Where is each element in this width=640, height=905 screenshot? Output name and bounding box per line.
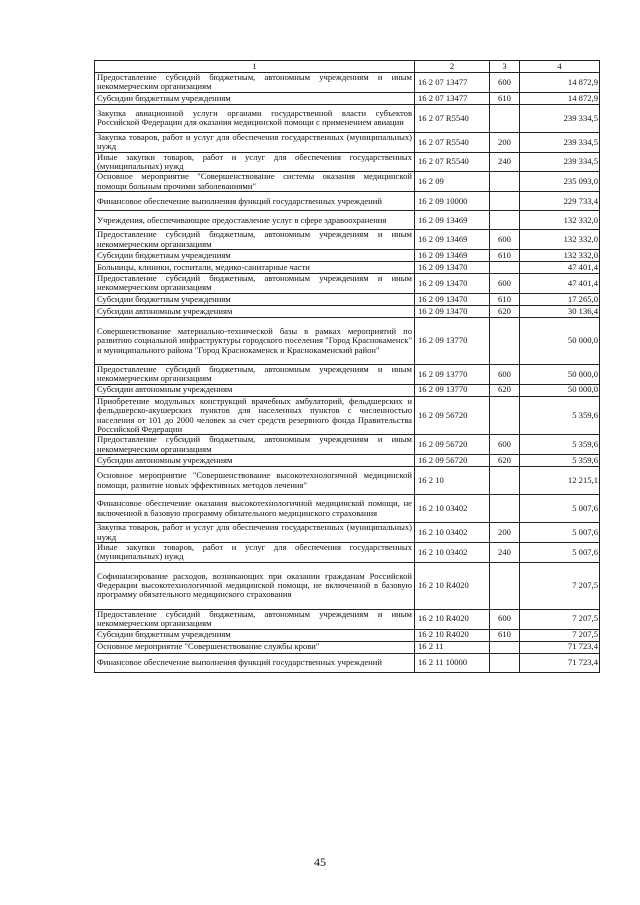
row-amount-cell: 7 207,5 [520,609,600,629]
row-amount-cell: 30 136,4 [520,305,600,317]
row-code-cell: 16 2 09 13770 [415,317,490,364]
row-vr-cell: 200 [490,132,520,152]
row-name-cell: Основное мероприятие "Совершенствование высокотехнологичной медицинской помощи, развитие новых эффективных методов лечения" [95,467,415,495]
row-vr-cell: 600 [490,274,520,294]
row-name-cell: Учреждения, обеспечивающие предоставление услуг в сфере здравоохранения [95,211,415,230]
table-row [95,653,600,672]
row-vr-cell [490,262,520,274]
table-row [95,467,600,495]
row-name-cell: Субсидии бюджетным учреждениям [95,293,415,305]
row-amount-cell: 17 265,0 [520,293,600,305]
row-code-cell: 16 2 09 56720 [415,455,490,467]
row-vr-cell [490,562,520,609]
row-code-cell: 16 2 09 13770 [415,364,490,384]
row-amount-cell: 5 359,6 [520,455,600,467]
row-vr-cell [490,317,520,364]
row-amount-cell: 50 000,0 [520,384,600,396]
table-row [95,455,600,467]
row-vr-cell [490,641,520,653]
row-code-cell: 16 2 09 13469 [415,250,490,262]
row-name-cell: Субсидии бюджетным учреждениям [95,250,415,262]
row-amount-cell: 7 207,5 [520,629,600,641]
row-name-cell: Субсидии бюджетным учреждениям [95,629,415,641]
row-name-cell: Совершенствование материально-технической базы в рамках мероприятий по развитию социальной инфраструктуры городского поселения "Город Краснокаменск" и муниципального района "Город Краснокаменск и Краснокаменский район" [95,317,415,364]
table-row [95,211,600,230]
row-code-cell: 16 2 07 R5540 [415,132,490,152]
row-name-cell: Финансовое обеспечение выполнения функций государственных учреждений [95,192,415,211]
row-vr-cell [490,192,520,211]
row-amount-cell: 47 401,4 [520,274,600,294]
row-code-cell: 16 2 09 13469 [415,230,490,250]
header-col-4: 4 [520,61,600,73]
row-amount-cell: 47 401,4 [520,262,600,274]
row-code-cell: 16 2 09 13470 [415,293,490,305]
row-name-cell: Закупка товаров, работ и услуг для обеспечения государственных (муниципальных) нужд [95,523,415,543]
row-code-cell: 16 2 07 R5540 [415,104,490,132]
row-name-cell: Финансовое обеспечение выполнения функций государственных учреждений [95,653,415,672]
row-amount-cell: 5 007,6 [520,542,600,562]
row-vr-cell: 240 [490,542,520,562]
table-row [95,523,600,543]
row-amount-cell: 239 334,5 [520,152,600,172]
row-code-cell: 16 2 10 03402 [415,495,490,523]
row-code-cell: 16 2 11 10000 [415,653,490,672]
row-name-cell: Предоставление субсидий бюджетным, автономным учреждениям и иным некоммерческим организациям [95,274,415,294]
budget-table [94,60,600,673]
row-code-cell: 16 2 09 13469 [415,211,490,230]
row-code-cell: 16 2 10 03402 [415,523,490,543]
row-name-cell: Основное мероприятие "Совершенствование службы крови" [95,641,415,653]
row-amount-cell: 235 093,0 [520,172,600,192]
table-row [95,562,600,609]
table-row [95,435,600,455]
row-vr-cell: 240 [490,152,520,172]
row-vr-cell [490,396,520,435]
row-name-cell: Предоставление субсидий бюджетным, автономным учреждениям и иным некоммерческим организациям [95,364,415,384]
row-name-cell: Софинансирование расходов, возникающих при оказании гражданам Российской Федерации высокотехнологичной медицинской помощи, не включенной в базовую программу обязательного медицинского страхования [95,562,415,609]
row-code-cell: 16 2 09 10000 [415,192,490,211]
row-vr-cell [490,467,520,495]
row-vr-cell: 620 [490,305,520,317]
header-col-3: 3 [490,61,520,73]
row-amount-cell: 132 332,0 [520,211,600,230]
table-row [95,317,600,364]
row-name-cell: Больницы, клиники, госпитали, медико-санитарные части [95,262,415,274]
row-vr-cell [490,104,520,132]
table-row [95,132,600,152]
row-amount-cell: 7 207,5 [520,562,600,609]
page-number: 45 [314,855,326,869]
row-code-cell: 16 2 10 03402 [415,542,490,562]
row-amount-cell: 132 332,0 [520,250,600,262]
row-vr-cell [490,172,520,192]
table-row [95,495,600,523]
row-code-cell: 16 2 09 [415,172,490,192]
row-code-cell: 16 2 10 R4020 [415,609,490,629]
table-row [95,364,600,384]
row-vr-cell: 620 [490,455,520,467]
row-code-cell: 16 2 09 13770 [415,384,490,396]
table-row [95,305,600,317]
row-vr-cell [490,495,520,523]
table-row [95,542,600,562]
table-row [95,192,600,211]
row-amount-cell: 5 007,6 [520,495,600,523]
budget-table-body [95,61,600,673]
row-amount-cell: 71 723,4 [520,653,600,672]
row-vr-cell: 600 [490,435,520,455]
table-row [95,293,600,305]
row-vr-cell: 620 [490,384,520,396]
row-vr-cell: 610 [490,629,520,641]
table-row [95,262,600,274]
row-code-cell: 16 2 10 [415,467,490,495]
row-amount-cell: 14 872,9 [520,73,600,93]
row-vr-cell: 200 [490,523,520,543]
row-amount-cell: 5 359,6 [520,435,600,455]
row-amount-cell: 5 359,6 [520,396,600,435]
row-amount-cell: 14 872,9 [520,92,600,104]
table-row [95,104,600,132]
row-name-cell: Субсидии автономным учреждениям [95,305,415,317]
row-name-cell: Приобретение модульных конструкций врачебных амбулаторий, фельдшерских и фельдшерско-акушерских пунктов для населенных пунктов с численностью населения от 101 до 2000 человек за счет средств резервного фонда Правительства Российской Федерации [95,396,415,435]
row-amount-cell: 12 215,1 [520,467,600,495]
row-code-cell: 16 2 09 13470 [415,305,490,317]
row-vr-cell: 610 [490,92,520,104]
row-vr-cell: 600 [490,364,520,384]
row-code-cell: 16 2 07 13477 [415,92,490,104]
row-name-cell: Предоставление субсидий бюджетным, автономным учреждениям и иным некоммерческим организациям [95,230,415,250]
row-name-cell: Субсидии автономным учреждениям [95,455,415,467]
row-vr-cell: 600 [490,609,520,629]
table-row [95,250,600,262]
table-row [95,152,600,172]
table-row [95,629,600,641]
row-code-cell: 16 2 11 [415,641,490,653]
row-code-cell: 16 2 09 56720 [415,396,490,435]
row-code-cell: 16 2 07 R5540 [415,152,490,172]
row-code-cell: 16 2 10 R4020 [415,562,490,609]
row-vr-cell: 610 [490,293,520,305]
table-row [95,73,600,93]
document-page [94,60,599,673]
row-code-cell: 16 2 10 R4020 [415,629,490,641]
table-row [95,384,600,396]
row-name-cell: Закупка авиационной услуги органами государственной власти субъектов Российской Федерации для оказания медицинской помощи с применением авиации [95,104,415,132]
table-row [95,230,600,250]
row-vr-cell: 600 [490,230,520,250]
row-amount-cell: 132 332,0 [520,230,600,250]
header-row [95,61,600,73]
table-row [95,92,600,104]
row-name-cell: Субсидии автономным учреждениям [95,384,415,396]
row-code-cell: 16 2 09 56720 [415,435,490,455]
row-amount-cell: 239 334,5 [520,132,600,152]
row-vr-cell: 600 [490,73,520,93]
row-name-cell: Предоставление субсидий бюджетным, автономным учреждениям и иным некоммерческим организациям [95,73,415,93]
row-name-cell: Иные закупки товаров, работ и услуг для обеспечения государственных (муниципальных) нужд [95,542,415,562]
row-name-cell: Субсидии бюджетным учреждениям [95,92,415,104]
row-vr-cell: 610 [490,250,520,262]
row-amount-cell: 229 733,4 [520,192,600,211]
row-name-cell: Предоставление субсидий бюджетным, автономным учреждениям и иным некоммерческим организациям [95,435,415,455]
row-name-cell: Основное мероприятие "Совершенствование системы оказания медицинской помощи больным прочими заболеваниями" [95,172,415,192]
table-row [95,609,600,629]
table-row [95,396,600,435]
row-code-cell: 16 2 09 13470 [415,274,490,294]
row-vr-cell [490,653,520,672]
table-row [95,274,600,294]
row-name-cell: Предоставление субсидий бюджетным, автономным учреждениям и иным некоммерческим организациям [95,609,415,629]
row-vr-cell [490,211,520,230]
row-name-cell: Закупка товаров, работ и услуг для обеспечения государственных (муниципальных) нужд [95,132,415,152]
row-code-cell: 16 2 07 13477 [415,73,490,93]
row-code-cell: 16 2 09 13470 [415,262,490,274]
row-amount-cell: 71 723,4 [520,641,600,653]
table-row [95,641,600,653]
row-amount-cell: 239 334,5 [520,104,600,132]
row-amount-cell: 50 000,0 [520,317,600,364]
header-col-1: 1 [95,61,415,73]
header-col-2: 2 [415,61,490,73]
row-name-cell: Иные закупки товаров, работ и услуг для обеспечения государственных (муниципальных) нужд [95,152,415,172]
row-amount-cell: 5 007,6 [520,523,600,543]
table-row [95,172,600,192]
row-name-cell: Финансовое обеспечение оказания высокотехнологичной медицинской помощи, не включенной в базовую программу обязательного медицинского страхования [95,495,415,523]
row-amount-cell: 50 000,0 [520,364,600,384]
